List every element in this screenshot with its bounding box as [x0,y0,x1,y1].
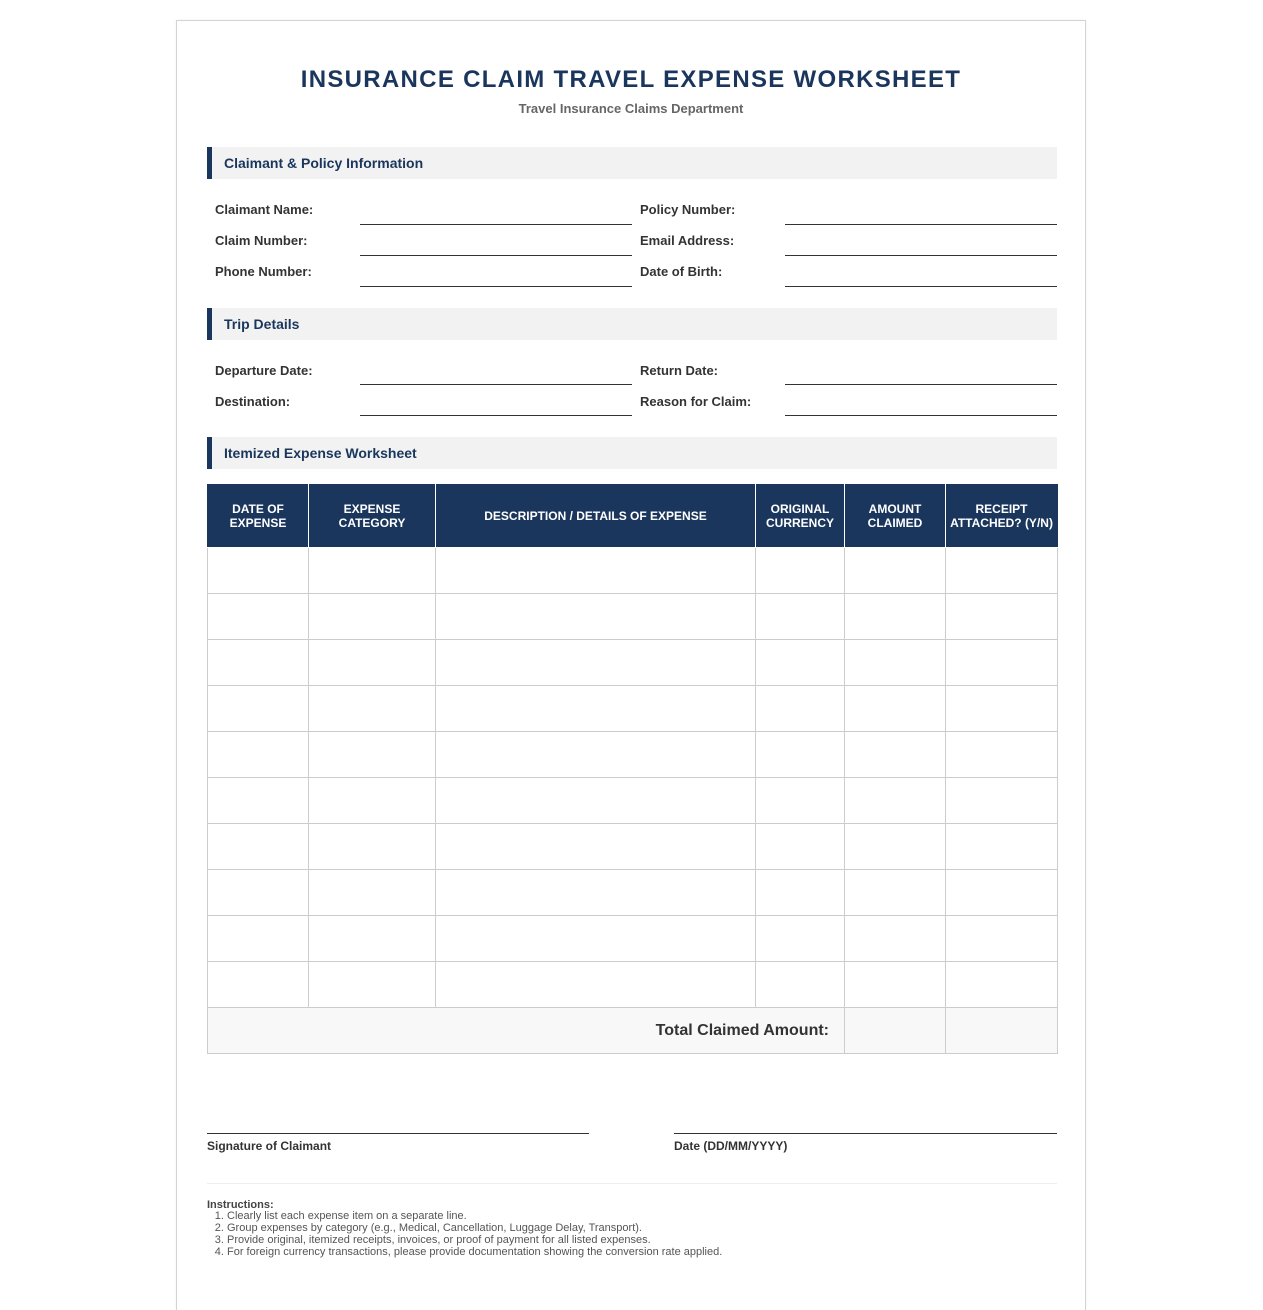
instruction-item: 1. Clearly list each expense item on a separate line. [227,1210,722,1222]
table-row [208,594,1058,640]
amount-cell[interactable] [845,686,946,732]
table-row [208,686,1058,732]
amount-cell[interactable] [845,778,946,824]
amount-cell[interactable] [845,916,946,962]
receipt-cell[interactable] [946,686,1058,732]
section-header-claimant: Claimant & Policy Information [207,147,1057,179]
currency-cell[interactable] [756,824,845,870]
date-cell[interactable] [208,640,309,686]
amount-cell[interactable] [845,640,946,686]
description-cell[interactable] [436,548,756,594]
expense-table [207,484,1058,1054]
destination-label: Destination: [215,394,291,409]
receipt-cell[interactable] [946,548,1058,594]
receipt-cell[interactable] [946,870,1058,916]
signature-label: Signature of Claimant [207,1139,332,1153]
receipt-cell[interactable] [946,962,1058,1008]
description-cell[interactable] [436,640,756,686]
category-cell[interactable] [309,870,436,916]
column-header-date: DATE OF EXPENSE [208,485,309,548]
table-row [208,870,1058,916]
departure-date-field[interactable] [360,384,632,385]
category-cell[interactable] [309,778,436,824]
table-row [208,778,1058,824]
total-amount-cell[interactable] [845,1008,946,1054]
receipt-cell[interactable] [946,778,1058,824]
currency-cell[interactable] [756,594,845,640]
page-subtitle: Travel Insurance Claims Department [518,101,744,116]
description-cell[interactable] [436,594,756,640]
category-cell[interactable] [309,962,436,1008]
date-cell[interactable] [208,686,309,732]
date-of-birth-field[interactable] [785,286,1057,287]
table-row [208,916,1058,962]
currency-cell[interactable] [756,548,845,594]
signature-line[interactable] [207,1133,589,1134]
receipt-cell[interactable] [946,824,1058,870]
phone-number-field[interactable] [360,286,632,287]
reason-for-claim-label: Reason for Claim: [640,394,752,409]
instructions-title: Instructions: [207,1199,274,1211]
date-cell[interactable] [208,594,309,640]
receipt-cell[interactable] [946,640,1058,686]
category-cell[interactable] [309,686,436,732]
phone-number-label: Phone Number: [215,264,312,279]
category-cell[interactable] [309,732,436,778]
expense-table-body [208,548,1058,1054]
currency-cell[interactable] [756,640,845,686]
footer-divider [207,1183,1057,1184]
category-cell[interactable] [309,548,436,594]
table-row [208,640,1058,686]
claim-number-field[interactable] [360,255,632,256]
receipt-cell[interactable] [946,732,1058,778]
column-header-description: DESCRIPTION / DETAILS OF EXPENSE [436,485,756,548]
total-row [208,1008,1058,1054]
amount-cell[interactable] [845,548,946,594]
description-cell[interactable] [436,732,756,778]
receipt-cell[interactable] [946,916,1058,962]
date-cell[interactable] [208,870,309,916]
reason-for-claim-field[interactable] [785,415,1057,416]
email-address-field[interactable] [785,255,1057,256]
return-date-field[interactable] [785,384,1057,385]
receipt-cell[interactable] [946,594,1058,640]
table-row [208,548,1058,594]
column-header-category: EXPENSE CATEGORY [309,485,436,548]
section-header-expenses: Itemized Expense Worksheet [207,437,1057,469]
destination-field[interactable] [360,415,632,416]
email-address-label: Email Address: [640,233,735,248]
description-cell[interactable] [436,686,756,732]
date-signed-line[interactable] [674,1133,1057,1134]
worksheet-page [176,20,1086,1310]
instructions-list [207,1210,722,1258]
expense-table-header-row [208,485,1058,548]
description-cell[interactable] [436,824,756,870]
departure-date-label: Departure Date: [215,363,313,378]
description-cell[interactable] [436,962,756,1008]
claimant-name-field[interactable] [360,224,632,225]
currency-cell[interactable] [756,686,845,732]
claimant-name-label: Claimant Name: [215,202,314,217]
total-empty-cell [946,1008,1058,1054]
amount-cell[interactable] [845,732,946,778]
currency-cell[interactable] [756,916,845,962]
description-cell[interactable] [436,870,756,916]
policy-number-label: Policy Number: [640,202,736,217]
total-claimed-label: Total Claimed Amount: [208,1008,845,1054]
amount-cell[interactable] [845,594,946,640]
currency-cell[interactable] [756,732,845,778]
category-cell[interactable] [309,640,436,686]
column-header-currency: ORIGINAL CURRENCY [756,485,845,548]
category-cell[interactable] [309,916,436,962]
currency-cell[interactable] [756,778,845,824]
amount-cell[interactable] [845,824,946,870]
date-cell[interactable] [208,824,309,870]
date-signed-label: Date (DD/MM/YYYY) [674,1139,788,1153]
description-cell[interactable] [436,916,756,962]
return-date-label: Return Date: [640,363,719,378]
policy-number-field[interactable] [785,224,1057,225]
table-row [208,824,1058,870]
page-title: INSURANCE CLAIM TRAVEL EXPENSE WORKSHEET [300,66,962,93]
table-row [208,962,1058,1008]
column-header-receipt: RECEIPT ATTACHED? (Y/N) [946,485,1058,548]
currency-cell[interactable] [756,962,845,1008]
category-cell[interactable] [309,824,436,870]
instruction-item: 3. Provide original, itemized receipts, invoices, or proof of payment for all listed expenses. [227,1234,722,1246]
section-header-trip: Trip Details [207,308,1057,340]
amount-cell[interactable] [845,962,946,1008]
instruction-item: 4. For foreign currency transactions, please provide documentation showing the conversion rate applied. [227,1246,722,1258]
date-cell[interactable] [208,916,309,962]
amount-cell[interactable] [845,870,946,916]
instruction-item: 2. Group expenses by category (e.g., Medical, Cancellation, Luggage Delay, Transport). [227,1222,722,1234]
currency-cell[interactable] [756,870,845,916]
column-header-amount: AMOUNT CLAIMED [845,485,946,548]
claim-number-label: Claim Number: [215,233,308,248]
category-cell[interactable] [309,594,436,640]
date-cell[interactable] [208,732,309,778]
table-row [208,732,1058,778]
description-cell[interactable] [436,778,756,824]
date-cell[interactable] [208,778,309,824]
date-cell[interactable] [208,962,309,1008]
date-of-birth-label: Date of Birth: [640,264,723,279]
date-cell[interactable] [208,548,309,594]
